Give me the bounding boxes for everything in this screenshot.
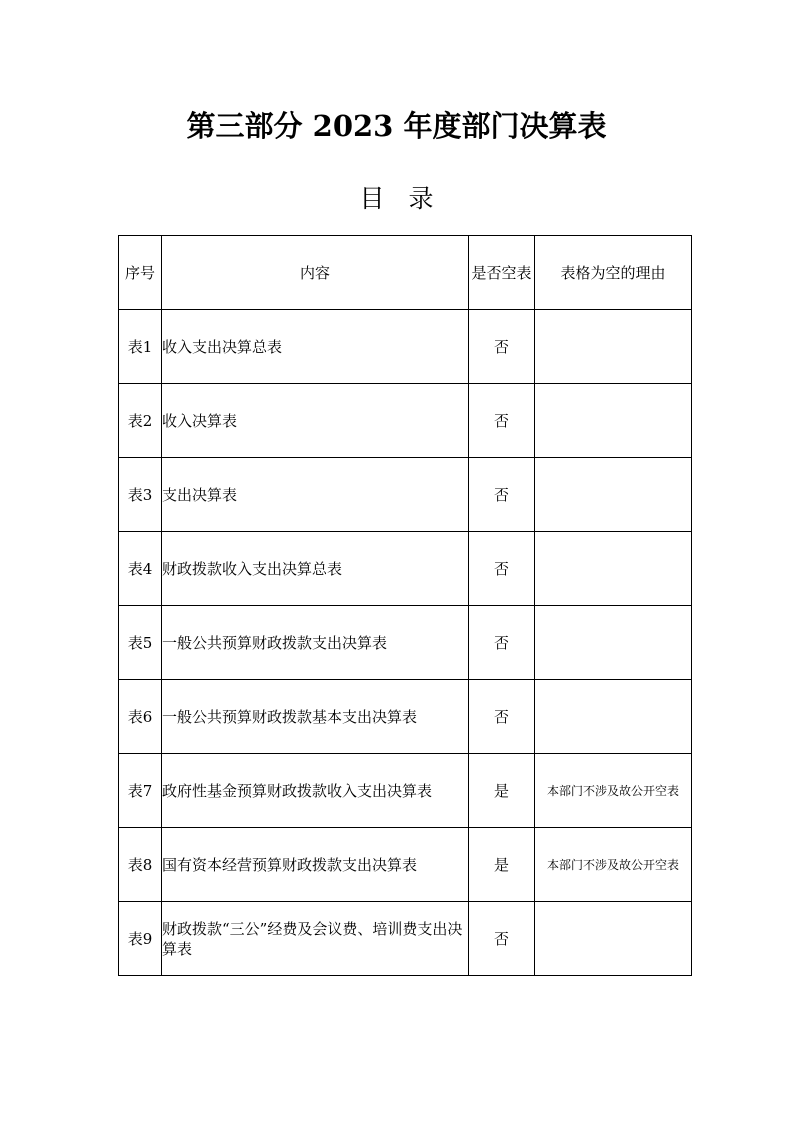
table-row (119, 902, 692, 976)
table-row (119, 828, 692, 902)
row-content: 一般公共预算财政拨款基本支出决算表 (162, 680, 469, 754)
table-row (119, 606, 692, 680)
row-number: 表7 (119, 754, 162, 828)
row-reason (535, 458, 692, 532)
table-row (119, 458, 692, 532)
row-is-empty: 是 (469, 754, 535, 828)
row-is-empty: 是 (469, 828, 535, 902)
table-row (119, 754, 692, 828)
row-content: 政府性基金预算财政拨款收入支出决算表 (162, 754, 469, 828)
header-is-empty: 是否空表 (469, 236, 535, 310)
header-row (119, 236, 692, 310)
page-subtitle: 目录 (359, 184, 458, 213)
row-number: 表6 (119, 680, 162, 754)
header-reason: 表格为空的理由 (535, 236, 692, 310)
row-is-empty: 否 (469, 680, 535, 754)
row-is-empty: 否 (469, 532, 535, 606)
row-number: 表4 (119, 532, 162, 606)
header-no: 序号 (119, 236, 162, 310)
row-content: 国有资本经营预算财政拨款支出决算表 (162, 828, 469, 902)
row-reason (535, 606, 692, 680)
page-title: 第三部分 2023 年度部门决算表 (186, 109, 607, 143)
row-reason (535, 680, 692, 754)
row-content: 收入支出决算总表 (162, 310, 469, 384)
table-row (119, 384, 692, 458)
row-reason: 本部门不涉及故公开空表 (535, 828, 692, 902)
table-row (119, 532, 692, 606)
row-reason (535, 310, 692, 384)
row-content: 一般公共预算财政拨款支出决算表 (162, 606, 469, 680)
row-is-empty: 否 (469, 902, 535, 976)
table-row (119, 680, 692, 754)
row-reason (535, 384, 692, 458)
row-number: 表9 (119, 902, 162, 976)
header-content: 内容 (162, 236, 469, 310)
row-content: 支出决算表 (162, 458, 469, 532)
row-is-empty: 否 (469, 458, 535, 532)
row-number: 表1 (119, 310, 162, 384)
row-is-empty: 否 (469, 310, 535, 384)
row-reason (535, 532, 692, 606)
row-content: 财政拨款收入支出决算总表 (162, 532, 469, 606)
row-reason (535, 902, 692, 976)
table-row (119, 310, 692, 384)
row-is-empty: 否 (469, 606, 535, 680)
row-is-empty: 否 (469, 384, 535, 458)
row-number: 表5 (119, 606, 162, 680)
row-number: 表3 (119, 458, 162, 532)
row-content: 财政拨款“三公”经费及会议费、培训费支出决算表 (162, 902, 469, 976)
row-number: 表2 (119, 384, 162, 458)
row-content: 收入决算表 (162, 384, 469, 458)
row-number: 表8 (119, 828, 162, 902)
table-of-contents (118, 235, 692, 976)
row-reason: 本部门不涉及故公开空表 (535, 754, 692, 828)
